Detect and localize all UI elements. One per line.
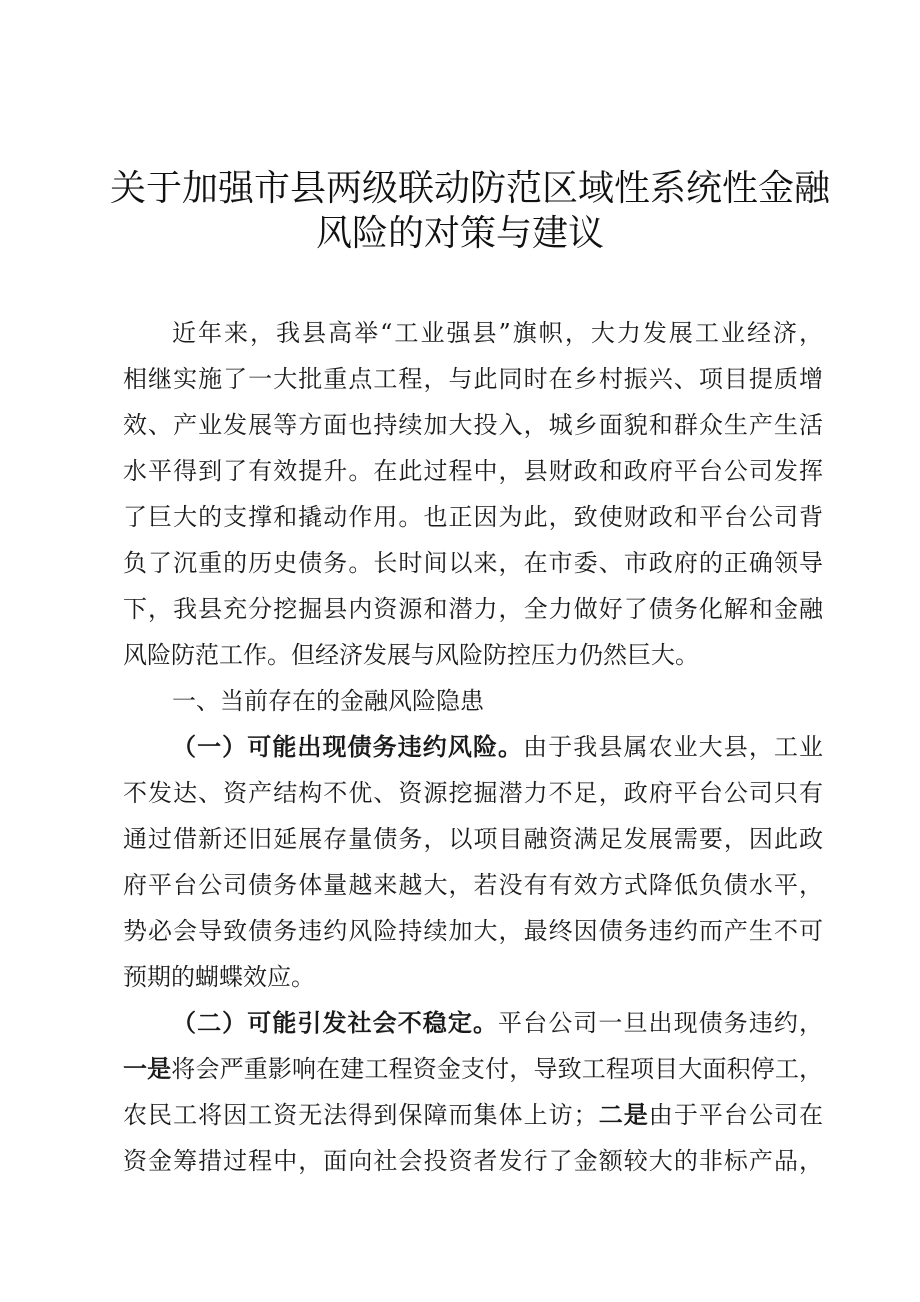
section-heading: 一、当前存在的金融风险隐患 bbox=[172, 687, 484, 715]
subsection-1-first-line bbox=[172, 724, 823, 770]
subsection-2-heading: （二）可能引发社会不稳定。 bbox=[172, 1009, 499, 1037]
subsection-2-first-line bbox=[172, 1000, 823, 1046]
paragraph-line: 势必会导致债务违约风险持续加大，最终因债务违约而产生不可 bbox=[123, 917, 823, 945]
paragraph-line: 水平得到了有效提升。在此过程中，县财政和政府平台公司发挥 bbox=[123, 457, 823, 485]
point-one-text: 将会严重影响在建工程资金支付，导致工程项目大面积停工， bbox=[171, 1055, 824, 1083]
paragraph-line bbox=[123, 1046, 823, 1092]
paragraph-line: 通过借新还旧延展存量债务，以项目融资满足发展需要，因此政 bbox=[123, 825, 823, 853]
paragraph-line: 府平台公司债务体量越来越大，若没有有效方式降低负债水平， bbox=[123, 871, 823, 899]
subsection-1-heading: （一）可能出现债务违约风险。 bbox=[172, 733, 524, 761]
paragraph-line: 了巨大的支撑和撬动作用。也正因为此，致使财政和平台公司背 bbox=[123, 503, 823, 531]
document-title-line-1: 关于加强市县两级联动防范区域性系统性金融 bbox=[110, 168, 831, 209]
document-title-line-2: 风险的对策与建议 bbox=[315, 213, 604, 254]
paragraph-line: 资金筹措过程中，面向社会投资者发行了金额较大的非标产品， bbox=[123, 1147, 823, 1175]
paragraph-line: 预期的蝴蝶效应。 bbox=[123, 963, 315, 991]
point-one-text-end: 农民工将因工资无法得到保障而集体上访； bbox=[123, 1101, 598, 1129]
subsection-2-text: 平台公司一旦出现债务违约， bbox=[498, 1009, 824, 1037]
paragraph-line: 下，我县充分挖掘县内资源和潜力，全力做好了债务化解和金融 bbox=[123, 595, 823, 623]
paragraph-line: 相继实施了一大批重点工程，与此同时在乡村振兴、项目提质增 bbox=[123, 365, 823, 393]
paragraph-line: 风险防范工作。但经济发展与风险防控压力仍然巨大。 bbox=[123, 641, 699, 669]
paragraph-line: 近年来，我县高举“工业强县”旗帜，大力发展工业经济， bbox=[172, 319, 823, 347]
paragraph-line: 不发达、资产结构不优、资源挖掘潜力不足，政府平台公司只有 bbox=[123, 779, 823, 807]
paragraph-line: 效、产业发展等方面也持续加大投入，城乡面貌和群众生产生活 bbox=[123, 411, 823, 439]
paragraph-line: 负了沉重的历史债务。长时间以来，在市委、市政府的正确领导 bbox=[123, 549, 823, 577]
point-two-label: 二是 bbox=[597, 1101, 649, 1129]
point-two-text: 由于平台公司在 bbox=[648, 1101, 824, 1129]
point-one-label: 一是 bbox=[123, 1055, 172, 1083]
paragraph-line bbox=[123, 1092, 823, 1138]
subsection-1-text: 由于我县属农业大县，工业 bbox=[523, 733, 824, 761]
